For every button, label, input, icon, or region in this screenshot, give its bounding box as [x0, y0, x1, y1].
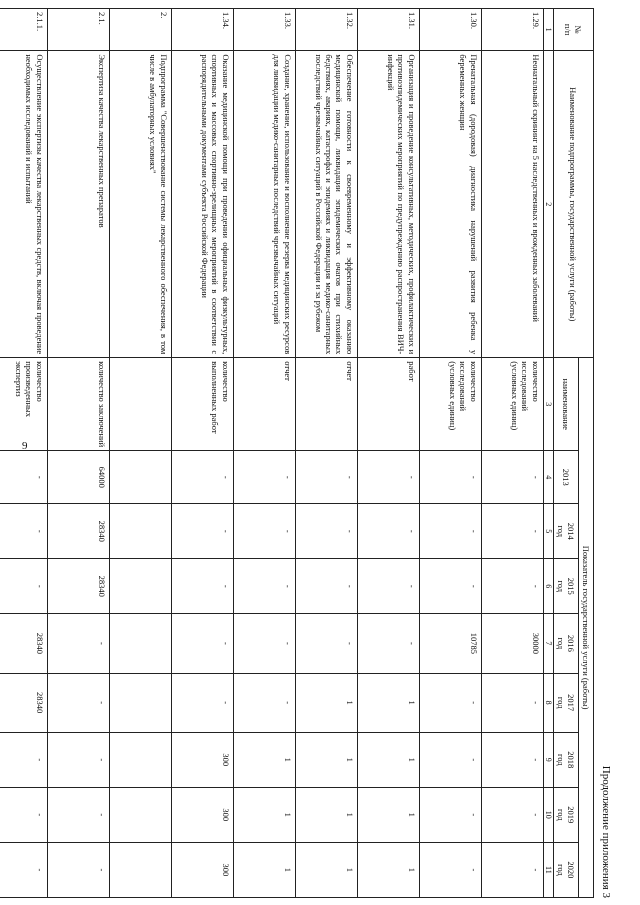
row-value: 1	[233, 787, 295, 842]
row-value: -	[481, 673, 543, 732]
table-row	[481, 9, 543, 898]
row-value: -	[233, 559, 295, 614]
row-value: -	[233, 614, 295, 673]
row-value: -	[481, 559, 543, 614]
column-index-row	[543, 9, 553, 898]
row-value: 300	[171, 842, 233, 897]
column-index: 2	[543, 51, 553, 358]
row-number: 2.1.	[47, 9, 109, 51]
row-name: Осуществление экспертизы качества лекарственных средств, включая проведение необходимых исследований и испытаний	[0, 51, 47, 358]
row-value: 1	[357, 842, 419, 897]
row-value: 1	[357, 673, 419, 732]
row-value: -	[171, 673, 233, 732]
row-number: 1.31.	[357, 9, 419, 51]
header-year: 2016 год	[553, 614, 578, 673]
row-value: 30000	[481, 614, 543, 673]
row-value: -	[0, 787, 47, 842]
column-index: 10	[543, 787, 553, 842]
row-value	[109, 614, 171, 673]
row-value: -	[171, 614, 233, 673]
row-value	[109, 451, 171, 504]
row-indicator: работ	[357, 358, 419, 451]
column-index: 9	[543, 732, 553, 787]
table-row	[47, 9, 109, 898]
row-indicator: количество произведенных экспертиз	[0, 358, 47, 451]
column-index: 3	[543, 358, 553, 451]
column-index: 5	[543, 504, 553, 559]
column-index: 11	[543, 842, 553, 897]
row-value: 1	[295, 732, 357, 787]
header-indicator-name: наименование	[553, 358, 578, 451]
row-value: 28340	[0, 673, 47, 732]
row-value: -	[233, 504, 295, 559]
row-value: -	[47, 614, 109, 673]
header-subprogram: Наименование подпрограммы, государственной услуги (работы)	[553, 51, 593, 358]
column-index: 6	[543, 559, 553, 614]
row-value: 1	[357, 787, 419, 842]
row-value	[109, 673, 171, 732]
row-value: -	[419, 673, 481, 732]
table-row	[0, 9, 47, 898]
row-number: 1.30.	[419, 9, 481, 51]
column-index: 4	[543, 451, 553, 504]
column-index: 1	[543, 9, 553, 51]
header-year: 2018 год	[553, 732, 578, 787]
row-number: 1.29.	[481, 9, 543, 51]
row-value: 1	[233, 842, 295, 897]
row-value: 28340	[47, 504, 109, 559]
row-number: 1.33.	[233, 9, 295, 51]
row-value: -	[481, 504, 543, 559]
row-value: 1	[295, 787, 357, 842]
row-value: 1	[233, 732, 295, 787]
row-name: Обеспечение готовности к своевременному и эффективному оказанию медицинской помощи, ликвидации эпидемических очагов при стихийных бедствиях, авариях, катастрофах и эпидемиях и ликвидация медико-санитарных последствий чрезвычайных ситуаций в Российской Федерации и за рубежом	[295, 51, 357, 358]
row-value: -	[295, 559, 357, 614]
row-value	[109, 504, 171, 559]
column-index: 7	[543, 614, 553, 673]
row-value: -	[419, 504, 481, 559]
row-value: -	[419, 451, 481, 504]
row-value: -	[419, 842, 481, 897]
row-value: -	[419, 787, 481, 842]
row-indicator: количество исследований (условных единиц)	[481, 358, 543, 451]
header-year: 2013	[553, 451, 578, 504]
row-indicator	[109, 358, 171, 451]
row-value	[109, 787, 171, 842]
row-value: -	[233, 451, 295, 504]
row-value: 28340	[47, 559, 109, 614]
table-row	[419, 9, 481, 898]
row-indicator: количество заключений	[47, 358, 109, 451]
column-index: 8	[543, 673, 553, 732]
row-value: -	[295, 451, 357, 504]
row-value	[109, 732, 171, 787]
row-value	[109, 559, 171, 614]
header-indicator-group: Показатель государственной услуги (работы)	[578, 358, 593, 898]
table-row	[171, 9, 233, 898]
row-name: Пренатальная (дородовая) диагностика нарушений развития ребенка у беременных женщин	[419, 51, 481, 358]
row-name: Организация и проведение консультативных, методических, профилактических и противоэпидемических мероприятий по предупреждению распространения ВИЧ-инфекций	[357, 51, 419, 358]
row-value: -	[47, 732, 109, 787]
row-number: 1.32.	[295, 9, 357, 51]
row-value: -	[171, 451, 233, 504]
row-value: -	[481, 451, 543, 504]
row-value: 300	[171, 732, 233, 787]
row-value: -	[171, 559, 233, 614]
row-value: -	[47, 842, 109, 897]
row-value: -	[419, 559, 481, 614]
row-value: -	[0, 451, 47, 504]
row-indicator: отчет	[233, 358, 295, 451]
row-value: -	[0, 504, 47, 559]
row-indicator: количество исследований (условных единиц)	[419, 358, 481, 451]
row-value: -	[233, 673, 295, 732]
row-value: -	[481, 787, 543, 842]
row-value: -	[0, 559, 47, 614]
row-value: -	[0, 732, 47, 787]
row-number: 1.34.	[171, 9, 233, 51]
row-value: -	[171, 504, 233, 559]
row-indicator: количество выполненных работ	[171, 358, 233, 451]
header-year: 2017 год	[553, 673, 578, 732]
header-year: 2014 год	[553, 504, 578, 559]
row-number: 2.1.1.	[0, 9, 47, 51]
table-row	[295, 9, 357, 898]
row-value: -	[481, 842, 543, 897]
row-name: Создание, хранение, использование и восполнение резерва медицинских ресурсов для ликвидации медико-санитарных последствий чрезвычайных ситуаций	[233, 51, 295, 358]
table-row	[233, 9, 295, 898]
row-name: Подпрограмма "Совершенствование системы лекарственного обеспечения, в том числе в амбулаторных условиях"	[109, 51, 171, 358]
continuation-label: Продолжение приложения 3	[600, 765, 612, 898]
row-value: -	[357, 451, 419, 504]
row-value: -	[47, 787, 109, 842]
row-value: 64000	[47, 451, 109, 504]
header-year: 2015 год	[553, 559, 578, 614]
row-value: 1	[295, 673, 357, 732]
table-row	[109, 9, 171, 898]
row-value: 10785	[419, 614, 481, 673]
row-value: -	[295, 614, 357, 673]
row-value: -	[0, 842, 47, 897]
header-year: 2019 год	[553, 787, 578, 842]
row-value: -	[357, 614, 419, 673]
row-value: 1	[295, 842, 357, 897]
row-value: -	[357, 504, 419, 559]
row-value: -	[47, 673, 109, 732]
row-value: 300	[171, 787, 233, 842]
row-value: -	[419, 732, 481, 787]
row-value	[109, 842, 171, 897]
header-no: № п/п	[553, 9, 593, 51]
row-name: Неонатальный скрининг на 5 наследственных и врожденных заболеваний	[481, 51, 543, 358]
table-row	[357, 9, 419, 898]
page-number: 9	[22, 440, 28, 452]
indicators-table	[0, 8, 594, 898]
row-indicator: отчет	[295, 358, 357, 451]
row-name: Экспертиза качества лекарственных препаратов	[47, 51, 109, 358]
header-year: 2020 год	[553, 842, 578, 897]
row-value: -	[481, 732, 543, 787]
row-value: 28340	[0, 614, 47, 673]
row-value: -	[295, 504, 357, 559]
row-number: 2.	[109, 9, 171, 51]
row-value: -	[357, 559, 419, 614]
rotated-page	[14, 8, 614, 898]
row-name: Оказание медицинской помощи при проведении официальных физкультурных, спортивных и массовых спортивно-зрелищных мероприятий в соответствии с распорядительными документами субъекта Российской Федерации	[171, 51, 233, 358]
row-value: 1	[357, 732, 419, 787]
